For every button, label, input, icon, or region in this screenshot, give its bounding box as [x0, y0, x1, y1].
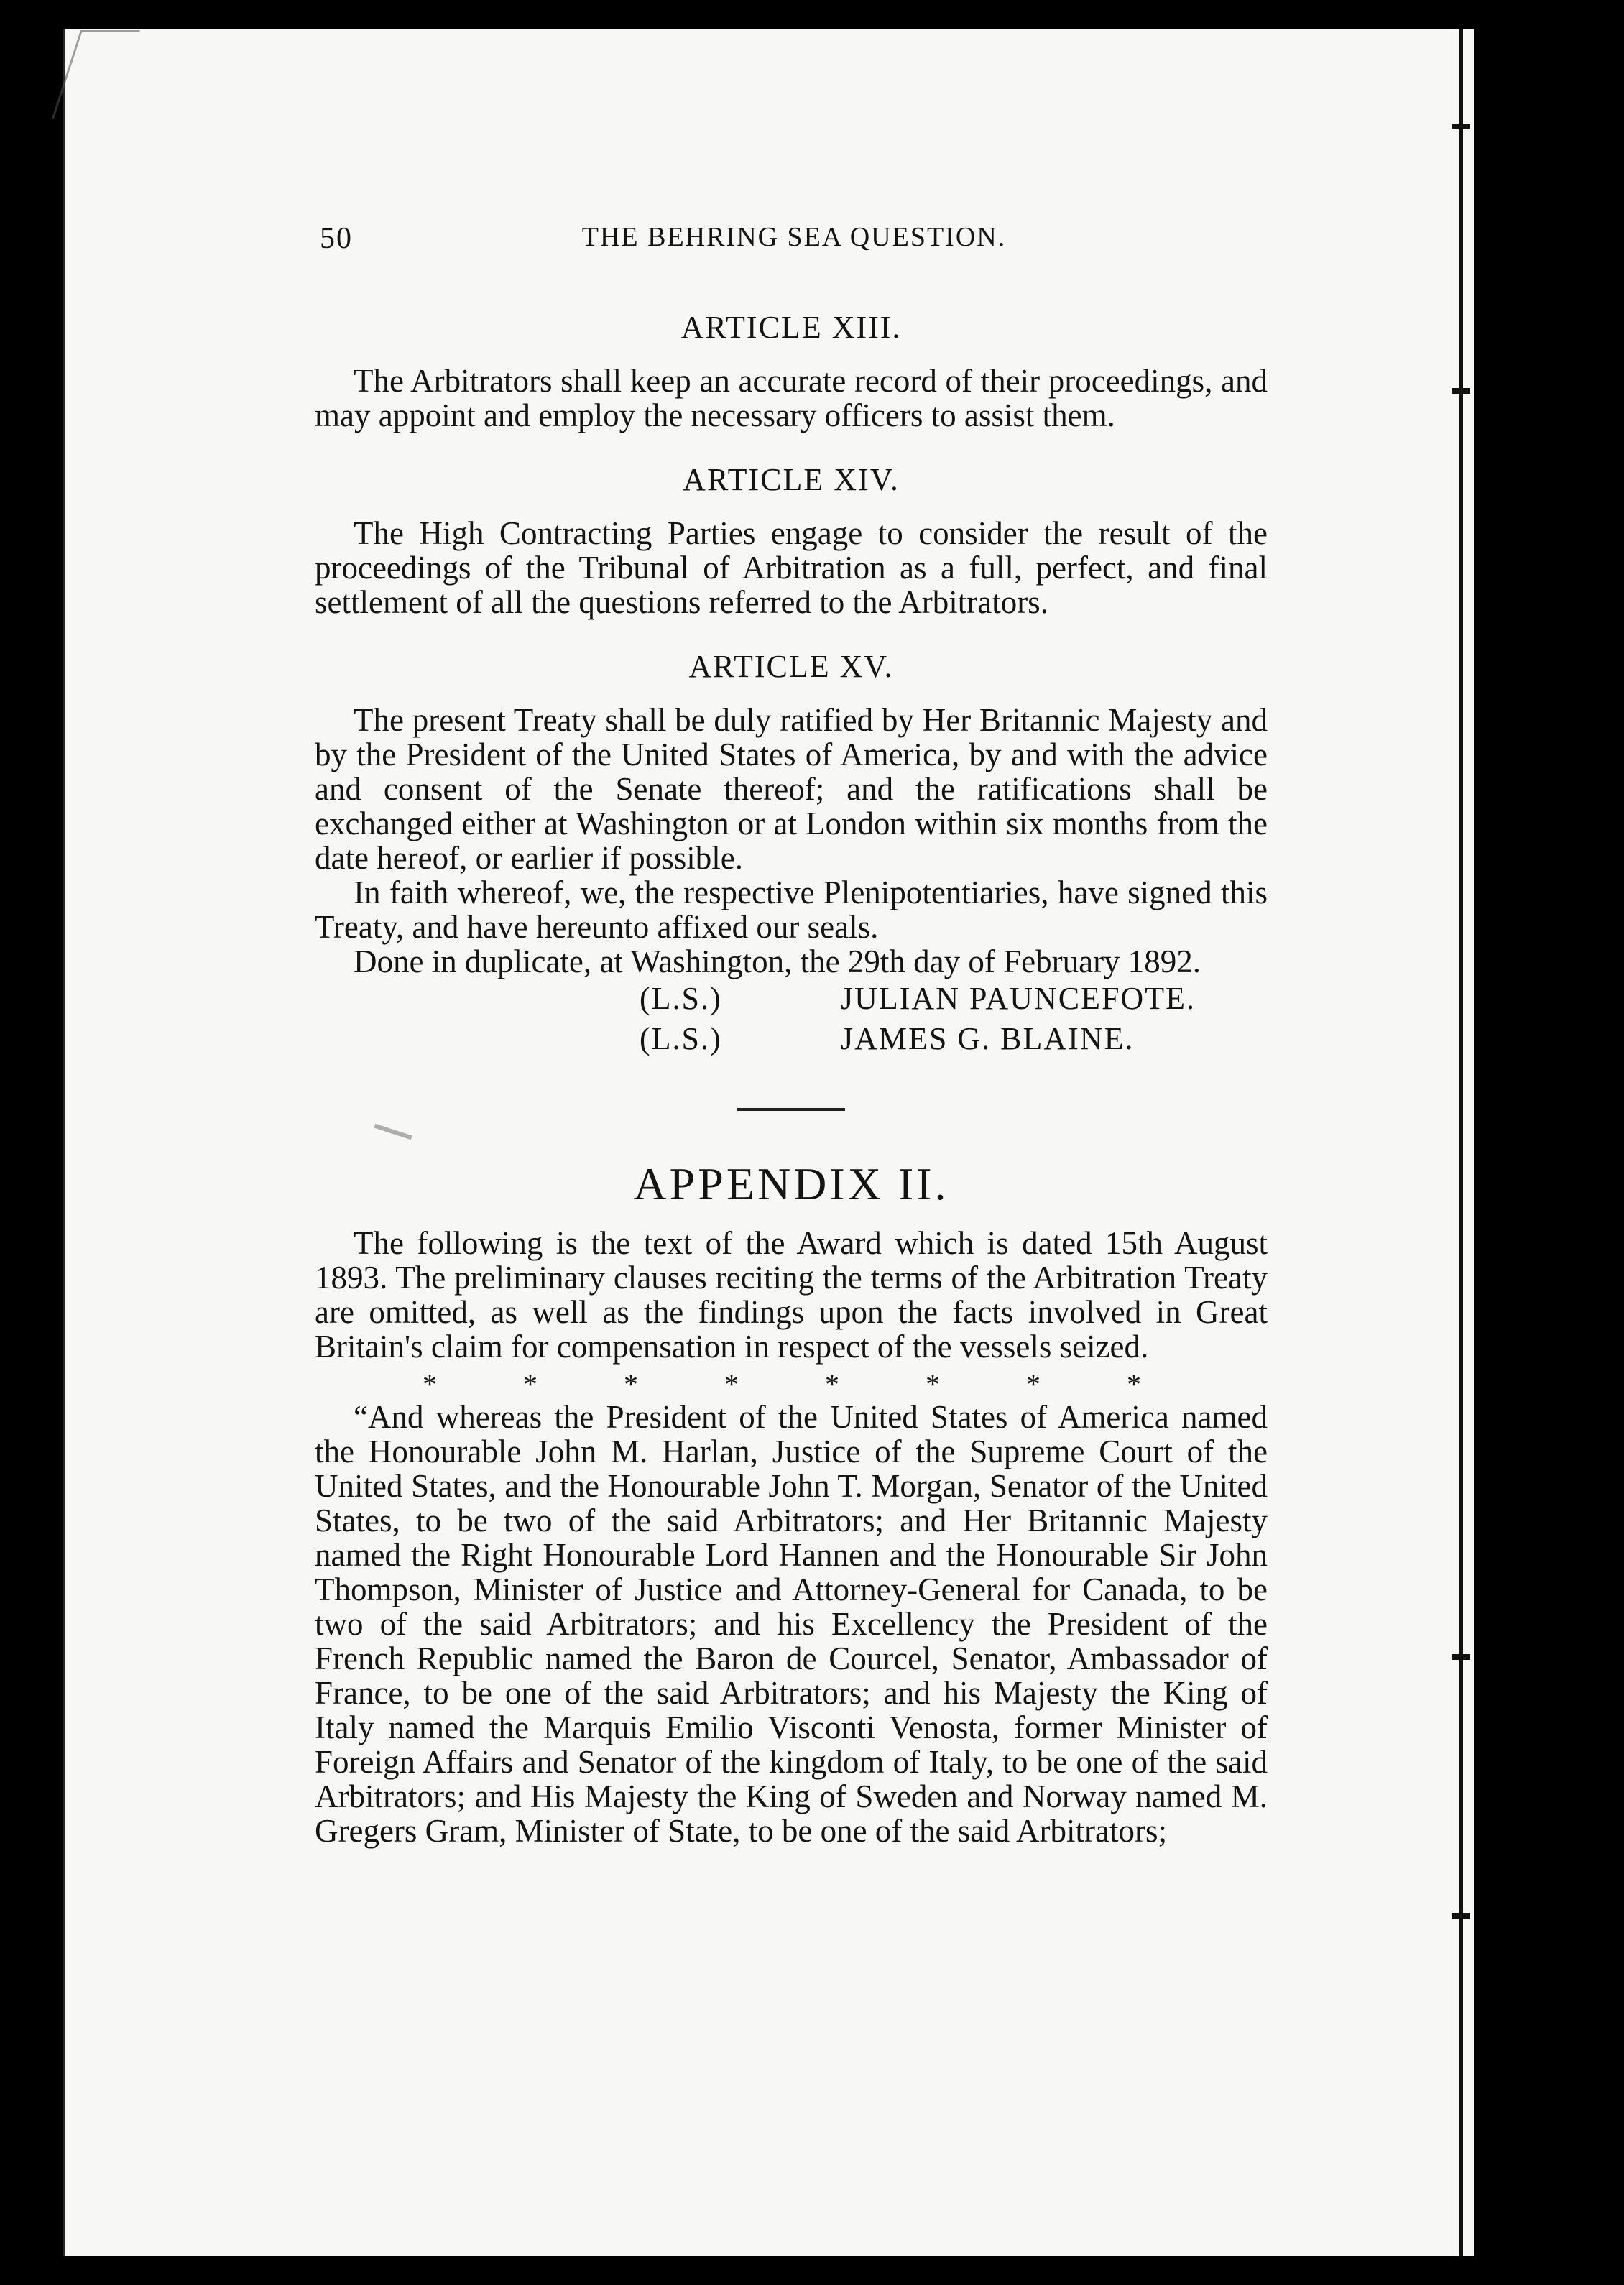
- page-header: [320, 221, 1268, 264]
- gutter-mark: [1452, 1913, 1470, 1919]
- article-paragraph: The Arbitrators shall keep an accurate record of their proceedings, and may appoint and employ the necessary officers to assist them.: [315, 363, 1268, 433]
- binding-gutter: [1459, 29, 1463, 2256]
- section-divider: [737, 1108, 845, 1111]
- star: *: [1026, 1368, 1041, 1400]
- star: *: [926, 1368, 940, 1400]
- star: *: [825, 1368, 839, 1400]
- gutter-mark: [1452, 388, 1470, 394]
- article-paragraph: In faith whereof, we, the respective Plenipotentiaries, have signed this Treaty, and have hereunto affixed our seals.: [315, 874, 1268, 945]
- gutter-mark: [1452, 1654, 1470, 1660]
- star: *: [724, 1368, 739, 1400]
- star: *: [624, 1368, 638, 1400]
- star: *: [423, 1368, 437, 1400]
- article-heading: ARTICLE XIV.: [683, 462, 900, 497]
- appendix-intro: The following is the text of the Award which is dated 15th August 1893. The preliminary clauses reciting the terms of the Arbitration Treaty are omitted, as well as the findings upon the facts involved in Great Britain's claim for compensation in respect of the vessels seized.: [315, 1225, 1268, 1365]
- gutter-mark: [1452, 124, 1470, 129]
- signature-row: [315, 1019, 1268, 1059]
- signature-row: [315, 979, 1268, 1019]
- article-xiii: [315, 308, 1268, 433]
- appendix-ii: [315, 1157, 1268, 1848]
- article-xv: [315, 647, 1268, 979]
- page-body: [315, 308, 1268, 1848]
- signatory-name: JAMES G. BLAINE.: [841, 1021, 1135, 1056]
- article-xiv: [315, 460, 1268, 619]
- article-heading: ARTICLE XV.: [688, 649, 894, 684]
- appendix-heading: APPENDIX II.: [633, 1158, 949, 1209]
- article-paragraph: The High Contracting Parties engage to consider the result of the proceedings of the Tribunal of Arbitration as a full, perfect, and final settlement of all the questions referred to the Arbitrators.: [315, 515, 1268, 620]
- signatory-name: JULIAN PAUNCEFOTE.: [841, 981, 1196, 1016]
- seal-mark: (L.S.): [640, 1021, 722, 1056]
- seal-mark: (L.S.): [640, 981, 722, 1016]
- article-paragraph: The present Treaty shall be duly ratified by Her Britannic Majesty and by the President of the United States of America, by and with the advice and consent of the Senate thereof; and the ratifications shall be exchanged either at Washington or at London within six months from the date hereof, or earlier if possible.: [315, 702, 1268, 876]
- article-paragraph: Done in duplicate, at Washington, the 29th day of February 1892.: [354, 943, 1201, 979]
- ellipsis-stars: [315, 1370, 1141, 1400]
- star: *: [523, 1368, 538, 1400]
- page-number: 50: [320, 222, 353, 255]
- signature-block: [315, 979, 1268, 1059]
- star: *: [1127, 1368, 1141, 1400]
- award-quote: “And whereas the President of the United States of America named the Honourable John M. Harlan, Justice of the Supreme Court of the United States, and the Honourable John T. Morgan, Senator of the United States, to be two of the said Arbitrators; and Her Britannic Majesty named the Right Honourable Lord Hannen and the Honourable Sir John Thompson, Minister of Justice and Attorney-General for Canada, to be two of the said Arbitrators; and his Excellency the President of the French Republic named the Baron de Courcel, Senator, Ambassador of France, to be one of the said Arbitrators; and his Majesty the King of Italy named the Marquis Emilio Visconti Venosta, former Minister of Foreign Affairs and Senator of the kingdom of Italy, to be one of the said Arbitrators; and His Majesty the King of Sweden and Norway named M. Gregers Gram, Minister of State, to be one of the said Arbitrators;: [315, 1399, 1268, 1849]
- article-heading: ARTICLE XIII.: [680, 310, 902, 345]
- running-title: THE BEHRING SEA QUESTION.: [581, 222, 1007, 252]
